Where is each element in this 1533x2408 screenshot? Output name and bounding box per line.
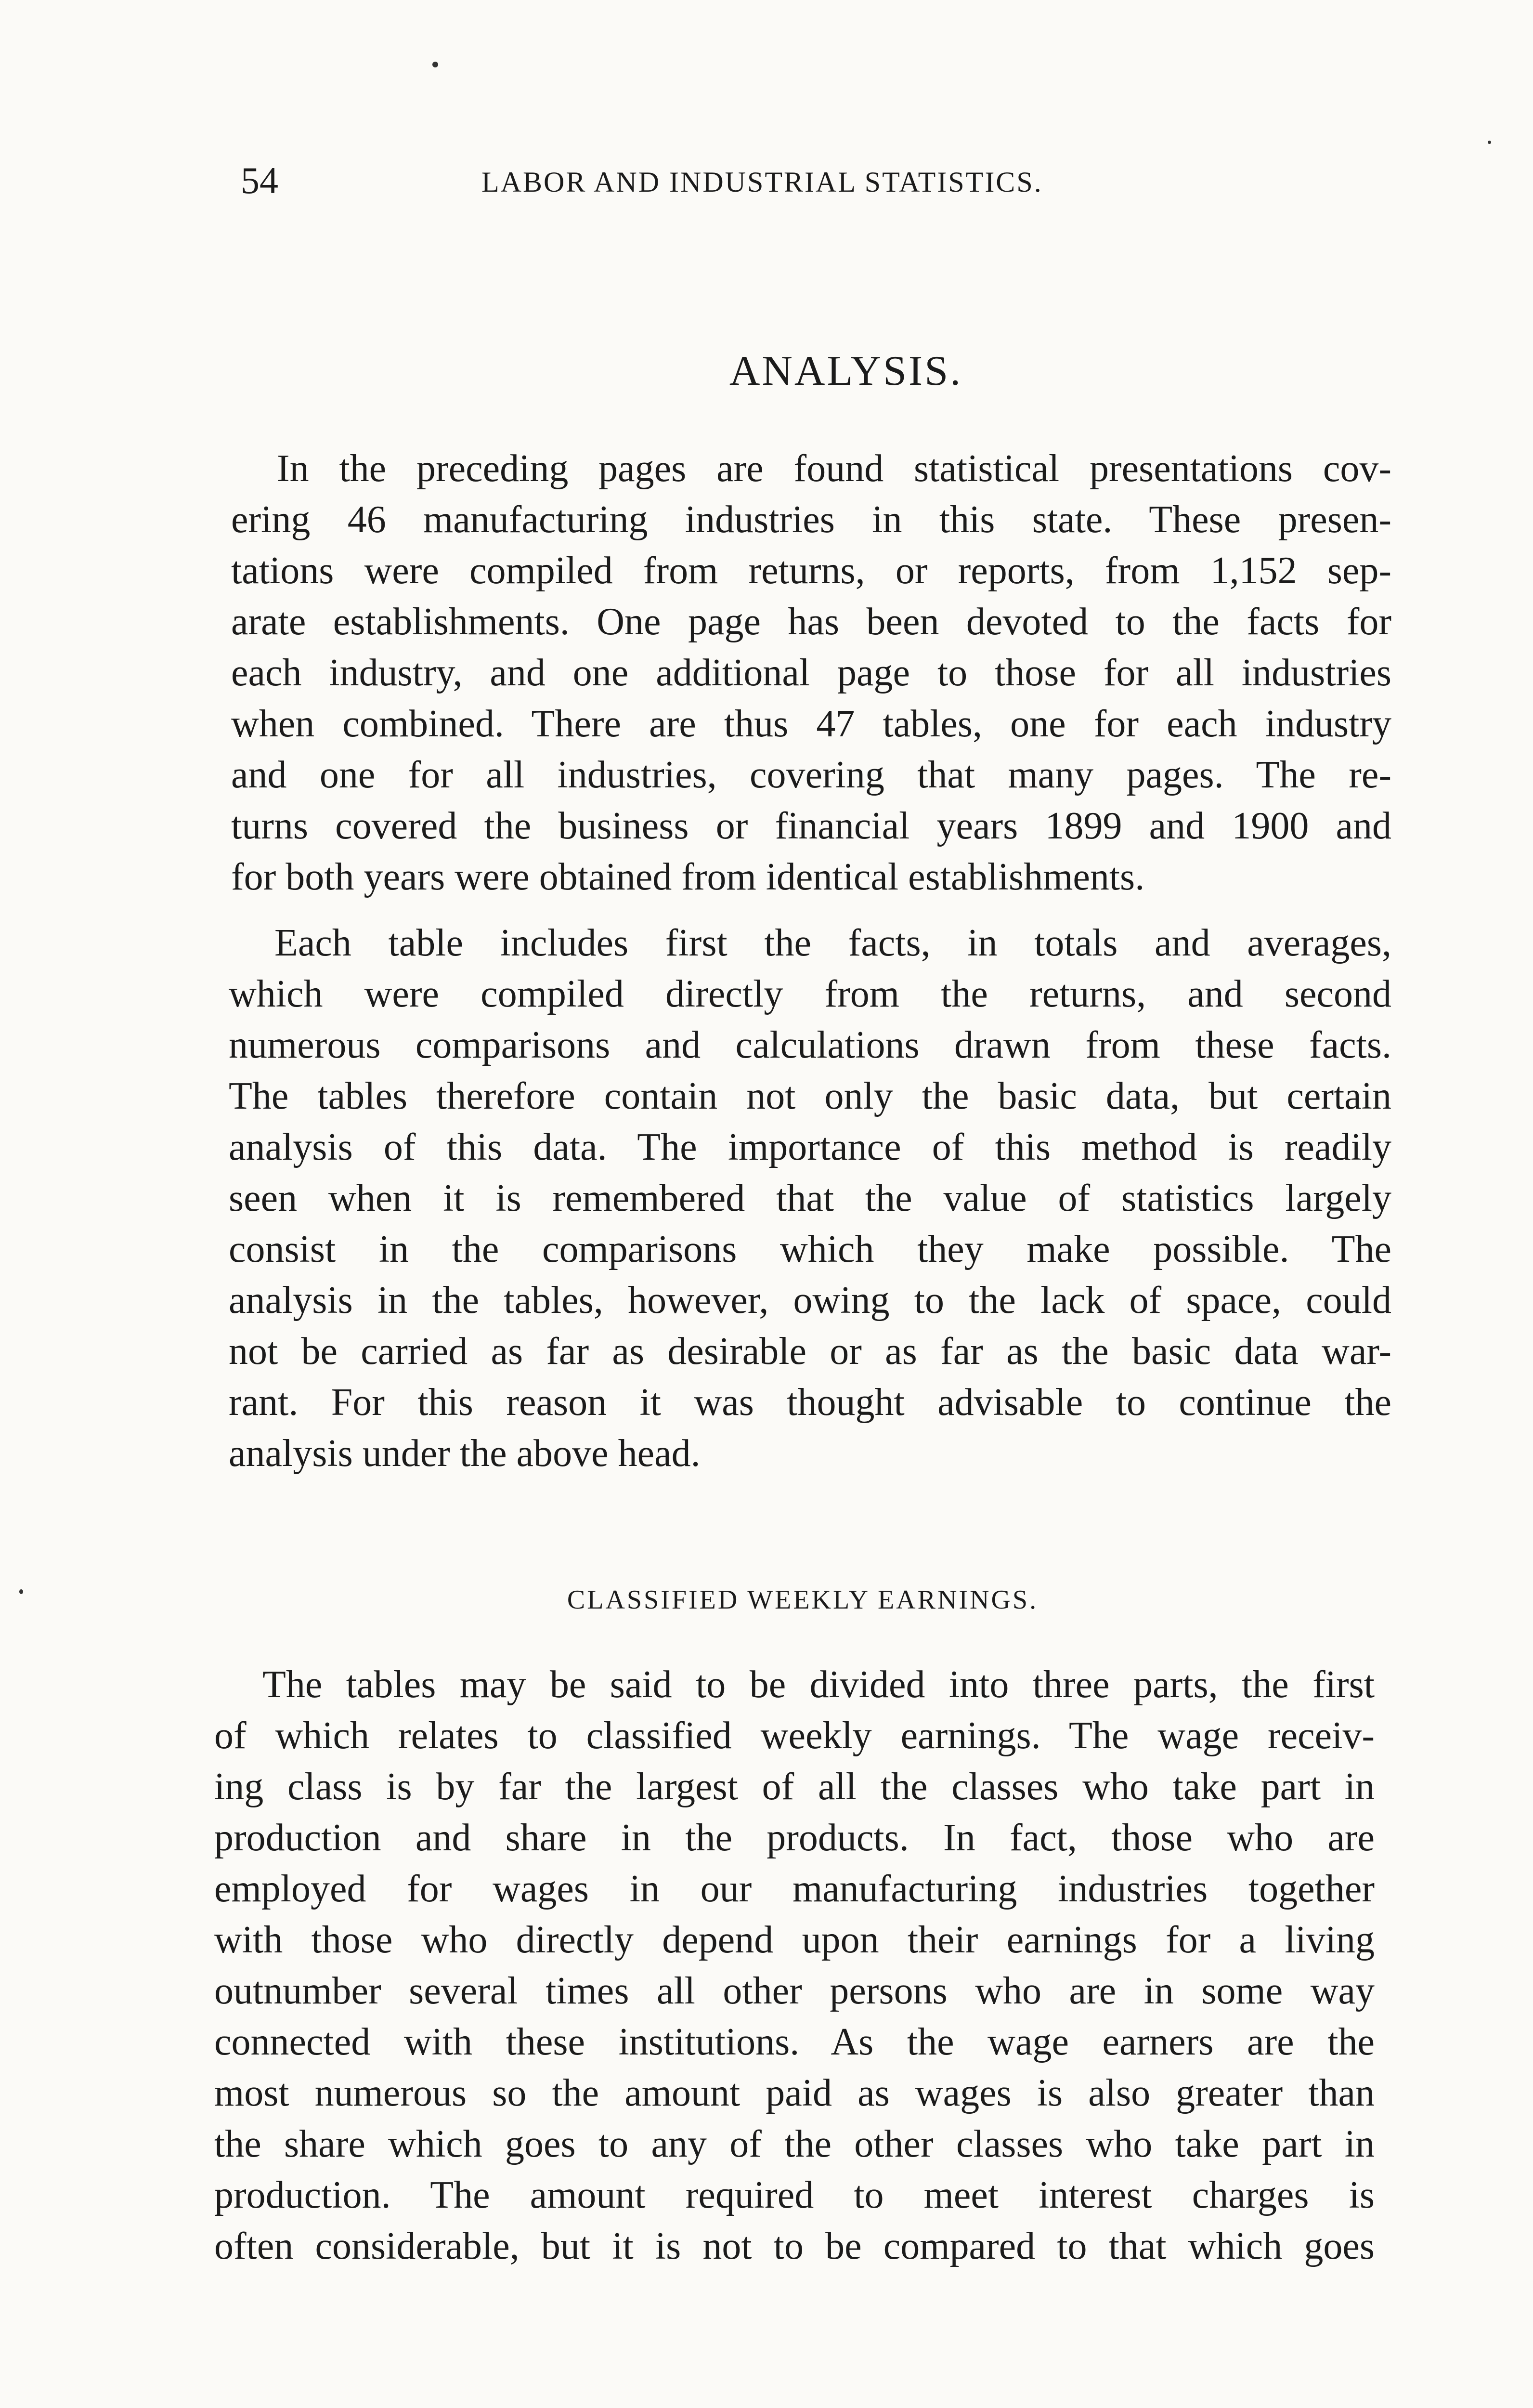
text-line: with those who directly depend upon their earnings for a living [214, 1919, 1375, 1961]
text-line: production. The amount required to meet interest charges is [214, 2174, 1375, 2216]
text-line: production and share in the products. In fact, those who are [214, 1817, 1375, 1859]
text-line: tations were compiled from returns, or reports, from 1,152 sep- [231, 550, 1391, 592]
print-speck [1488, 141, 1491, 144]
text-line: connected with these institutions. As the wage earners are the [214, 2021, 1375, 2063]
text-line: arate establishments. One page has been devoted to the facts for [231, 601, 1391, 643]
text-line: analysis in the tables, however, owing to the lack of space, could [229, 1279, 1391, 1322]
analysis-paragraph-2 [229, 917, 1391, 1479]
text-line: and one for all industries, covering that many pages. The re- [231, 754, 1391, 796]
text-line: analysis of this data. The importance of this method is readily [229, 1126, 1391, 1168]
page-number: 54 [241, 159, 278, 201]
text-line: not be carried as far as desirable or as far as the basic data war- [229, 1330, 1391, 1373]
text-line: turns covered the business or financial years 1899 and 1900 and [231, 805, 1391, 847]
text-line: outnumber several times all other persons who are in some way [214, 1970, 1375, 2012]
text-line: analysis under the above head. [229, 1432, 701, 1475]
page-header [236, 159, 1199, 217]
text-line: ing class is by far the largest of all the classes who take part in [214, 1766, 1375, 1808]
text-line: often considerable, but it is not to be compared to that which goes [214, 2225, 1375, 2267]
text-line: consist in the comparisons which they make possible. The [229, 1228, 1391, 1270]
section-title: ANALYSIS. [729, 348, 963, 394]
text-line: ering 46 manufacturing industries in this state. These presen- [231, 498, 1391, 541]
text-line: of which relates to classified weekly earnings. The wage receiv- [214, 1714, 1375, 1757]
text-line: In the preceding pages are found statistical presentations cov- [277, 447, 1391, 490]
text-line: Each table includes first the facts, in totals and averages, [274, 922, 1391, 964]
analysis-paragraph-1 [231, 443, 1391, 903]
running-head: LABOR AND INDUSTRIAL STATISTICS. [481, 166, 1043, 198]
text-line: The tables therefore contain not only the basic data, but certain [229, 1075, 1391, 1117]
text-line: the share which goes to any of the other classes who take part in [214, 2123, 1375, 2165]
text-line: most numerous so the amount paid as wages is also greater than [214, 2072, 1375, 2114]
subsection-title: CLASSIFIED WEEKLY EARNINGS. [567, 1585, 1039, 1615]
text-line: when combined. There are thus 47 tables, one for each industry [231, 703, 1391, 745]
text-line: employed for wages in our manufacturing industries together [214, 1868, 1375, 1910]
text-line: numerous comparisons and calculations drawn from these facts. [229, 1024, 1391, 1066]
text-line: rant. For this reason it was thought advisable to continue the [229, 1381, 1391, 1424]
text-line: seen when it is remembered that the value of statistics largely [229, 1177, 1391, 1219]
earnings-paragraph-1 [214, 1659, 1375, 2272]
text-line: each industry, and one additional page to those for all industries [231, 652, 1391, 694]
text-line: The tables may be said to be divided into three parts, the first [262, 1663, 1375, 1706]
text-line: which were compiled directly from the returns, and second [229, 973, 1391, 1015]
print-speck [432, 62, 438, 67]
text-line: for both years were obtained from identical establishments. [231, 856, 1145, 898]
